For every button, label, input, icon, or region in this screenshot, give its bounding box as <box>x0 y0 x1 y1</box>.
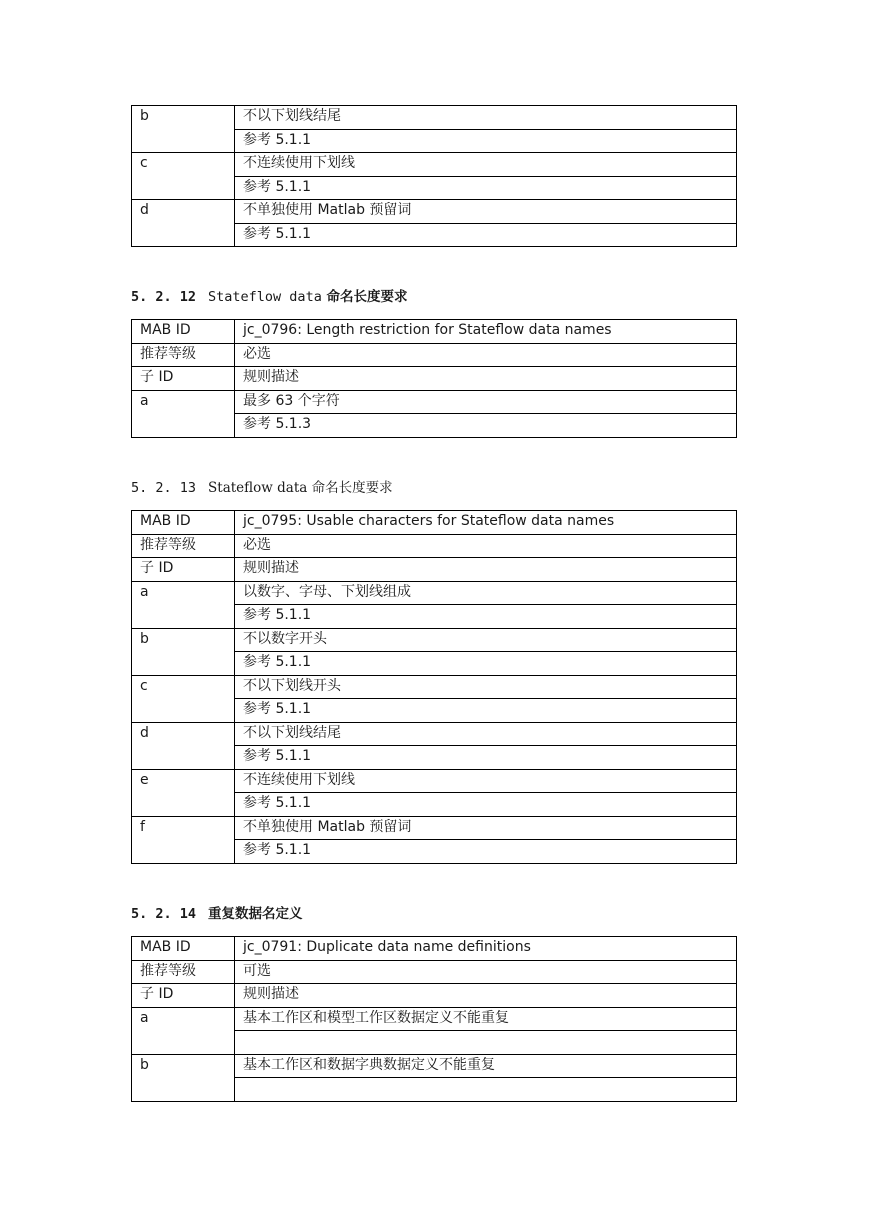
rule-table-jc-0791 <box>131 936 737 1102</box>
rule-description-cell: 基本工作区和模型工作区数据定义不能重复 <box>235 1007 737 1031</box>
rule-description-cell: 不单独使用 Matlab 预留词 <box>235 200 737 224</box>
mab-id-label: MAB ID <box>132 937 235 961</box>
table-row <box>132 984 737 1008</box>
rule-reference-cell <box>235 1031 737 1055</box>
section-number: 5. 2. 14 <box>131 906 197 922</box>
rule-description-cell: 不连续使用下划线 <box>235 153 737 177</box>
mab-id-value: jc_0796: Length restriction for Stateflow data names <box>235 320 737 344</box>
table-row <box>132 816 737 840</box>
sub-id-label: 子 ID <box>132 984 235 1008</box>
rule-reference-cell: 参考 5.1.1 <box>235 605 737 629</box>
rule-reference-cell: 参考 5.1.1 <box>235 652 737 676</box>
section-heading-5-2-13 <box>131 476 393 496</box>
table-row <box>132 675 737 699</box>
rule-description-cell: 不连续使用下划线 <box>235 769 737 793</box>
sub-id-cell: b <box>132 106 235 153</box>
table-row <box>132 106 737 130</box>
table-row <box>132 769 737 793</box>
table-row <box>132 367 737 391</box>
rule-reference-cell: 参考 5.1.1 <box>235 223 737 247</box>
rule-description-cell: 基本工作区和数据字典数据定义不能重复 <box>235 1054 737 1078</box>
sub-id-label: 子 ID <box>132 367 235 391</box>
sub-id-cell: c <box>132 675 235 722</box>
mab-id-label: MAB ID <box>132 511 235 535</box>
table-row <box>132 1007 737 1031</box>
rule-reference-cell: 参考 5.1.1 <box>235 176 737 200</box>
rule-reference-cell: 参考 5.1.1 <box>235 699 737 723</box>
rule-reference-cell: 参考 5.1.1 <box>235 840 737 864</box>
mab-id-value: jc_0795: Usable characters for Stateflow data names <box>235 511 737 535</box>
rule-description-cell: 以数字、字母、下划线组成 <box>235 581 737 605</box>
rule-reference-cell: 参考 5.1.3 <box>235 414 737 438</box>
table-row <box>132 200 737 224</box>
section-title: 命名长度要求 <box>326 289 408 305</box>
rule-description-header: 规则描述 <box>235 367 737 391</box>
table-row <box>132 343 737 367</box>
sub-id-cell: c <box>132 153 235 200</box>
rule-description-header: 规则描述 <box>235 558 737 582</box>
section-heading-5-2-12 <box>131 285 408 305</box>
rule-description-cell: 最多 63 个字符 <box>235 390 737 414</box>
table-row <box>132 534 737 558</box>
mab-id-label: MAB ID <box>132 320 235 344</box>
sub-id-cell: e <box>132 769 235 816</box>
section-heading-5-2-14 <box>131 902 303 922</box>
table-row <box>132 937 737 961</box>
rule-description-cell: 不以数字开头 <box>235 628 737 652</box>
sub-id-cell: b <box>132 628 235 675</box>
rule-description-header: 规则描述 <box>235 984 737 1008</box>
section-title: Stateflow data 命名长度要求 <box>208 480 393 496</box>
sub-id-label: 子 ID <box>132 558 235 582</box>
section-title: 重复数据名定义 <box>208 906 303 922</box>
rule-table-jc-0796 <box>131 319 737 438</box>
recommend-level-label: 推荐等级 <box>132 343 235 367</box>
table-row <box>132 390 737 414</box>
rule-table-continued <box>131 105 737 247</box>
sub-id-cell: a <box>132 581 235 628</box>
rule-description-cell: 不以下划线开头 <box>235 675 737 699</box>
table-row <box>132 1054 737 1078</box>
mab-id-value: jc_0791: Duplicate data name definitions <box>235 937 737 961</box>
rule-table-jc-0795 <box>131 510 737 864</box>
section-number: 5. 2. 12 <box>131 289 197 305</box>
section-number: 5. 2. 13 <box>131 480 197 496</box>
table-row <box>132 628 737 652</box>
sub-id-cell: a <box>132 390 235 437</box>
recommend-level-label: 推荐等级 <box>132 960 235 984</box>
sub-id-cell: d <box>132 200 235 247</box>
rule-description-cell: 不单独使用 Matlab 预留词 <box>235 816 737 840</box>
section-title-latin: Stateflow data <box>208 289 322 305</box>
recommend-level-value: 必选 <box>235 343 737 367</box>
rule-reference-cell: 参考 5.1.1 <box>235 129 737 153</box>
sub-id-cell: d <box>132 722 235 769</box>
table-row <box>132 320 737 344</box>
rule-description-cell: 不以下划线结尾 <box>235 106 737 130</box>
table-row <box>132 558 737 582</box>
table-row <box>132 511 737 535</box>
rule-description-cell: 不以下划线结尾 <box>235 722 737 746</box>
sub-id-cell: b <box>132 1054 235 1101</box>
rule-reference-cell: 参考 5.1.1 <box>235 746 737 770</box>
rule-reference-cell: 参考 5.1.1 <box>235 793 737 817</box>
recommend-level-label: 推荐等级 <box>132 534 235 558</box>
recommend-level-value: 可选 <box>235 960 737 984</box>
table-row <box>132 153 737 177</box>
table-row <box>132 581 737 605</box>
table-row <box>132 960 737 984</box>
sub-id-cell: a <box>132 1007 235 1054</box>
recommend-level-value: 必选 <box>235 534 737 558</box>
sub-id-cell: f <box>132 816 235 863</box>
rule-reference-cell <box>235 1078 737 1102</box>
table-row <box>132 722 737 746</box>
